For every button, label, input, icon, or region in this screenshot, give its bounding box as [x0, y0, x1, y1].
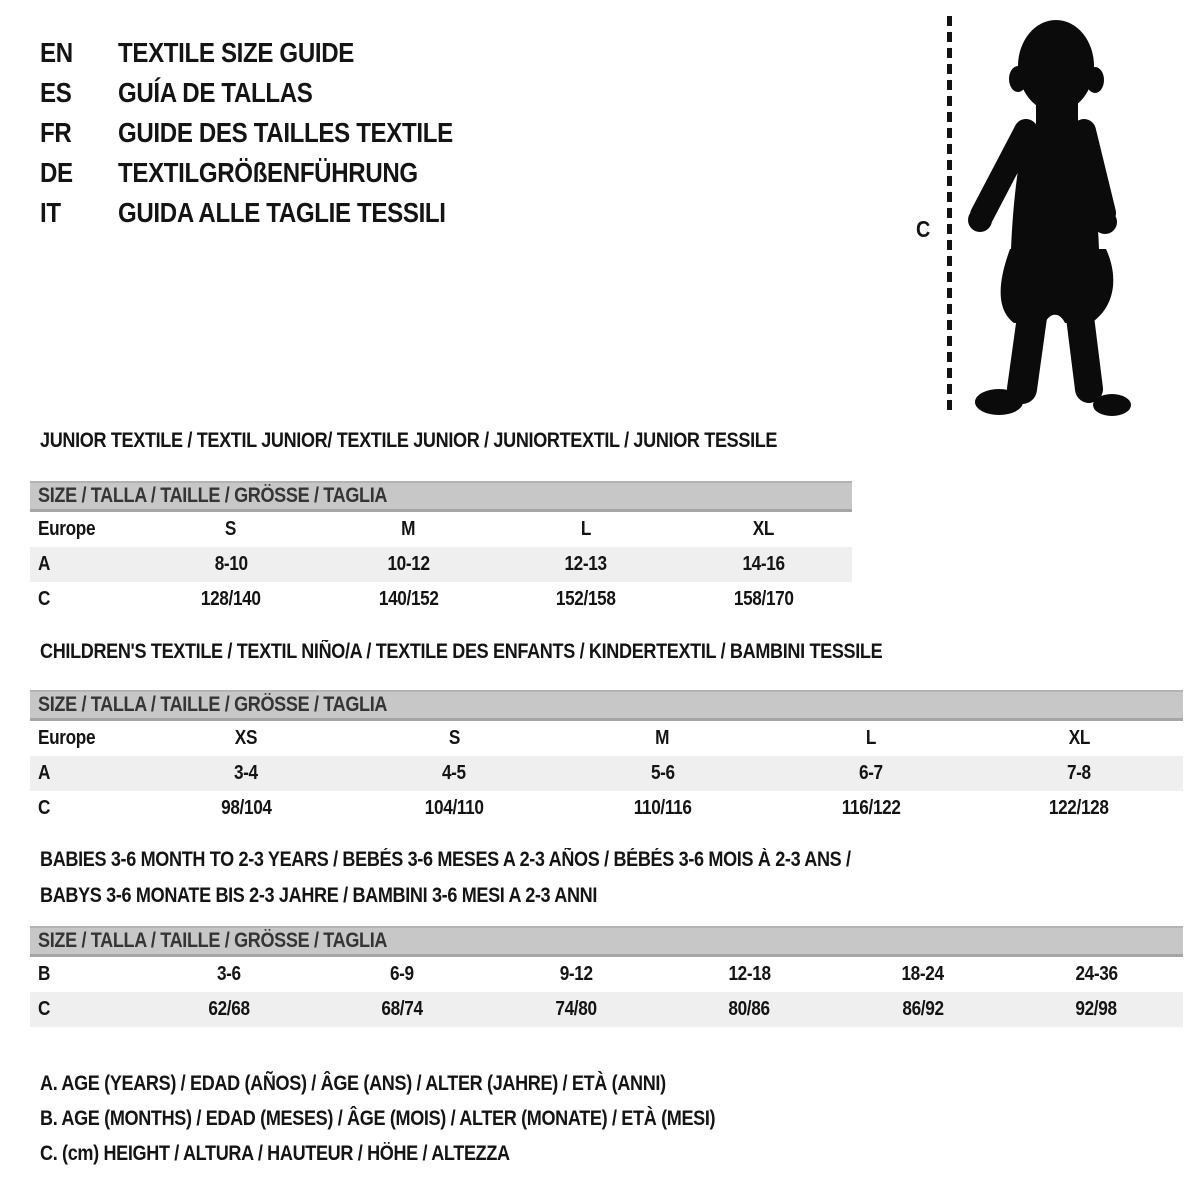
language-code: DE	[40, 157, 73, 188]
size-cell: S	[448, 727, 460, 749]
guide-title-fr: GUIDE DES TAILLES TEXTILE	[118, 117, 453, 148]
row-label: A	[38, 762, 51, 784]
height-measure-dashed-line	[947, 16, 952, 416]
size-cell: M	[655, 727, 670, 749]
height-cell: 74/80	[555, 998, 597, 1020]
height-measure-label: C	[916, 216, 930, 242]
children-section-title: CHILDREN'S TEXTILE / TEXTIL NIÑO/A / TEXTILE DES ENFANTS / KINDERTEXTIL / BAMBINI TESSILE	[40, 640, 883, 663]
toddler-silhouette-icon	[966, 17, 1134, 419]
table-row-europe	[30, 721, 1183, 756]
height-cell: 104/110	[424, 797, 484, 819]
legend-height-cm: C. (cm) HEIGHT / ALTURA / HAUTEUR / HÖHE / ALTEZZA	[40, 1142, 510, 1165]
row-label: A	[38, 553, 51, 575]
size-table-header: SIZE / TALLA / TAILLE / GRÖSSE / TAGLIA	[30, 690, 1183, 721]
legend-age-years: A. AGE (YEARS) / EDAD (AÑOS) / ÂGE (ANS) / ALTER (JAHRE) / ETÀ (ANNI)	[40, 1072, 666, 1095]
age-cell: 6-7	[858, 762, 883, 784]
size-table-header: SIZE / TALLA / TAILLE / GRÖSSE / TAGLIA	[30, 481, 852, 512]
age-cell: 3-4	[234, 762, 259, 784]
junior-size-table	[30, 481, 852, 617]
age-cell: 18-24	[901, 963, 944, 985]
guide-title-es: GUÍA DE TALLAS	[118, 77, 313, 108]
age-cell: 24-36	[1075, 963, 1118, 985]
row-label: B	[38, 963, 51, 985]
size-cell: M	[401, 518, 416, 540]
row-label: C	[38, 797, 51, 819]
height-cell: 158/170	[733, 588, 794, 610]
guide-title-en: TEXTILE SIZE GUIDE	[118, 37, 354, 68]
language-code: EN	[40, 37, 73, 68]
row-label: C	[38, 588, 51, 610]
size-cell: XL	[752, 518, 774, 540]
legend-age-months: B. AGE (MONTHS) / EDAD (MESES) / ÂGE (MOIS) / ALTER (MONATE) / ETÀ (MESI)	[40, 1107, 716, 1130]
size-cell: S	[225, 518, 237, 540]
language-row-en	[40, 33, 507, 73]
age-cell: 7-8	[1066, 762, 1091, 784]
size-cell: XL	[1068, 727, 1090, 749]
age-cell: 4-5	[442, 762, 467, 784]
table-row-age-years	[30, 756, 1183, 791]
age-cell: 5-6	[650, 762, 675, 784]
age-cell: 9-12	[559, 963, 593, 985]
age-cell: 8-10	[214, 553, 248, 575]
babies-section-title-line1: BABIES 3-6 MONTH TO 2-3 YEARS / BEBÉS 3-6 MESES A 2-3 AÑOS / BÉBÉS 3-6 MOIS À 2-3 ANS /	[40, 848, 851, 871]
language-code: IT	[40, 197, 61, 228]
age-cell: 6-9	[390, 963, 415, 985]
table-row-height-cm	[30, 582, 852, 617]
height-cell: 152/158	[555, 588, 616, 610]
age-cell: 3-6	[216, 963, 241, 985]
row-label: C	[38, 998, 51, 1020]
height-cell: 68/74	[381, 998, 423, 1020]
language-row-it	[40, 193, 507, 233]
height-cell: 140/152	[378, 588, 439, 610]
height-cell: 98/104	[220, 797, 272, 819]
size-cell: L	[865, 727, 876, 749]
height-cell: 92/98	[1075, 998, 1117, 1020]
guide-title-it: GUIDA ALLE TAGLIE TESSILI	[118, 197, 446, 228]
age-cell: 12-13	[564, 553, 607, 575]
height-cell: 116/122	[841, 797, 901, 819]
age-cell: 10-12	[387, 553, 430, 575]
height-cell: 122/128	[1049, 797, 1109, 819]
size-cell: L	[580, 518, 591, 540]
table-row-age-months	[30, 957, 1183, 992]
language-row-es	[40, 73, 507, 113]
language-row-fr	[40, 113, 507, 153]
height-cell: 128/140	[200, 588, 261, 610]
age-cell: 12-18	[728, 963, 771, 985]
guide-title-de: TEXTILGRÖßENFÜHRUNG	[118, 157, 418, 188]
language-code: FR	[40, 117, 72, 148]
language-code: ES	[40, 77, 72, 108]
row-label: Europe	[38, 518, 96, 540]
age-cell: 14-16	[742, 553, 785, 575]
table-row-age-years	[30, 547, 852, 582]
language-list	[40, 33, 507, 233]
table-row-europe	[30, 512, 852, 547]
row-label: Europe	[38, 727, 96, 749]
children-size-table	[30, 690, 1183, 826]
height-cell: 86/92	[902, 998, 944, 1020]
size-table-header: SIZE / TALLA / TAILLE / GRÖSSE / TAGLIA	[30, 926, 1183, 957]
size-cell: XS	[234, 727, 258, 749]
junior-section-title: JUNIOR TEXTILE / TEXTIL JUNIOR/ TEXTILE JUNIOR / JUNIORTEXTIL / JUNIOR TESSILE	[40, 429, 778, 452]
babies-size-table	[30, 926, 1183, 1027]
height-cell: 62/68	[208, 998, 250, 1020]
language-row-de	[40, 153, 507, 193]
height-cell: 110/116	[633, 797, 692, 819]
table-row-height-cm	[30, 791, 1183, 826]
table-row-height-cm	[30, 992, 1183, 1027]
babies-section-title-line2: BABYS 3-6 MONATE BIS 2-3 JAHRE / BAMBINI 3-6 MESI A 2-3 ANNI	[40, 884, 598, 907]
height-cell: 80/86	[728, 998, 770, 1020]
